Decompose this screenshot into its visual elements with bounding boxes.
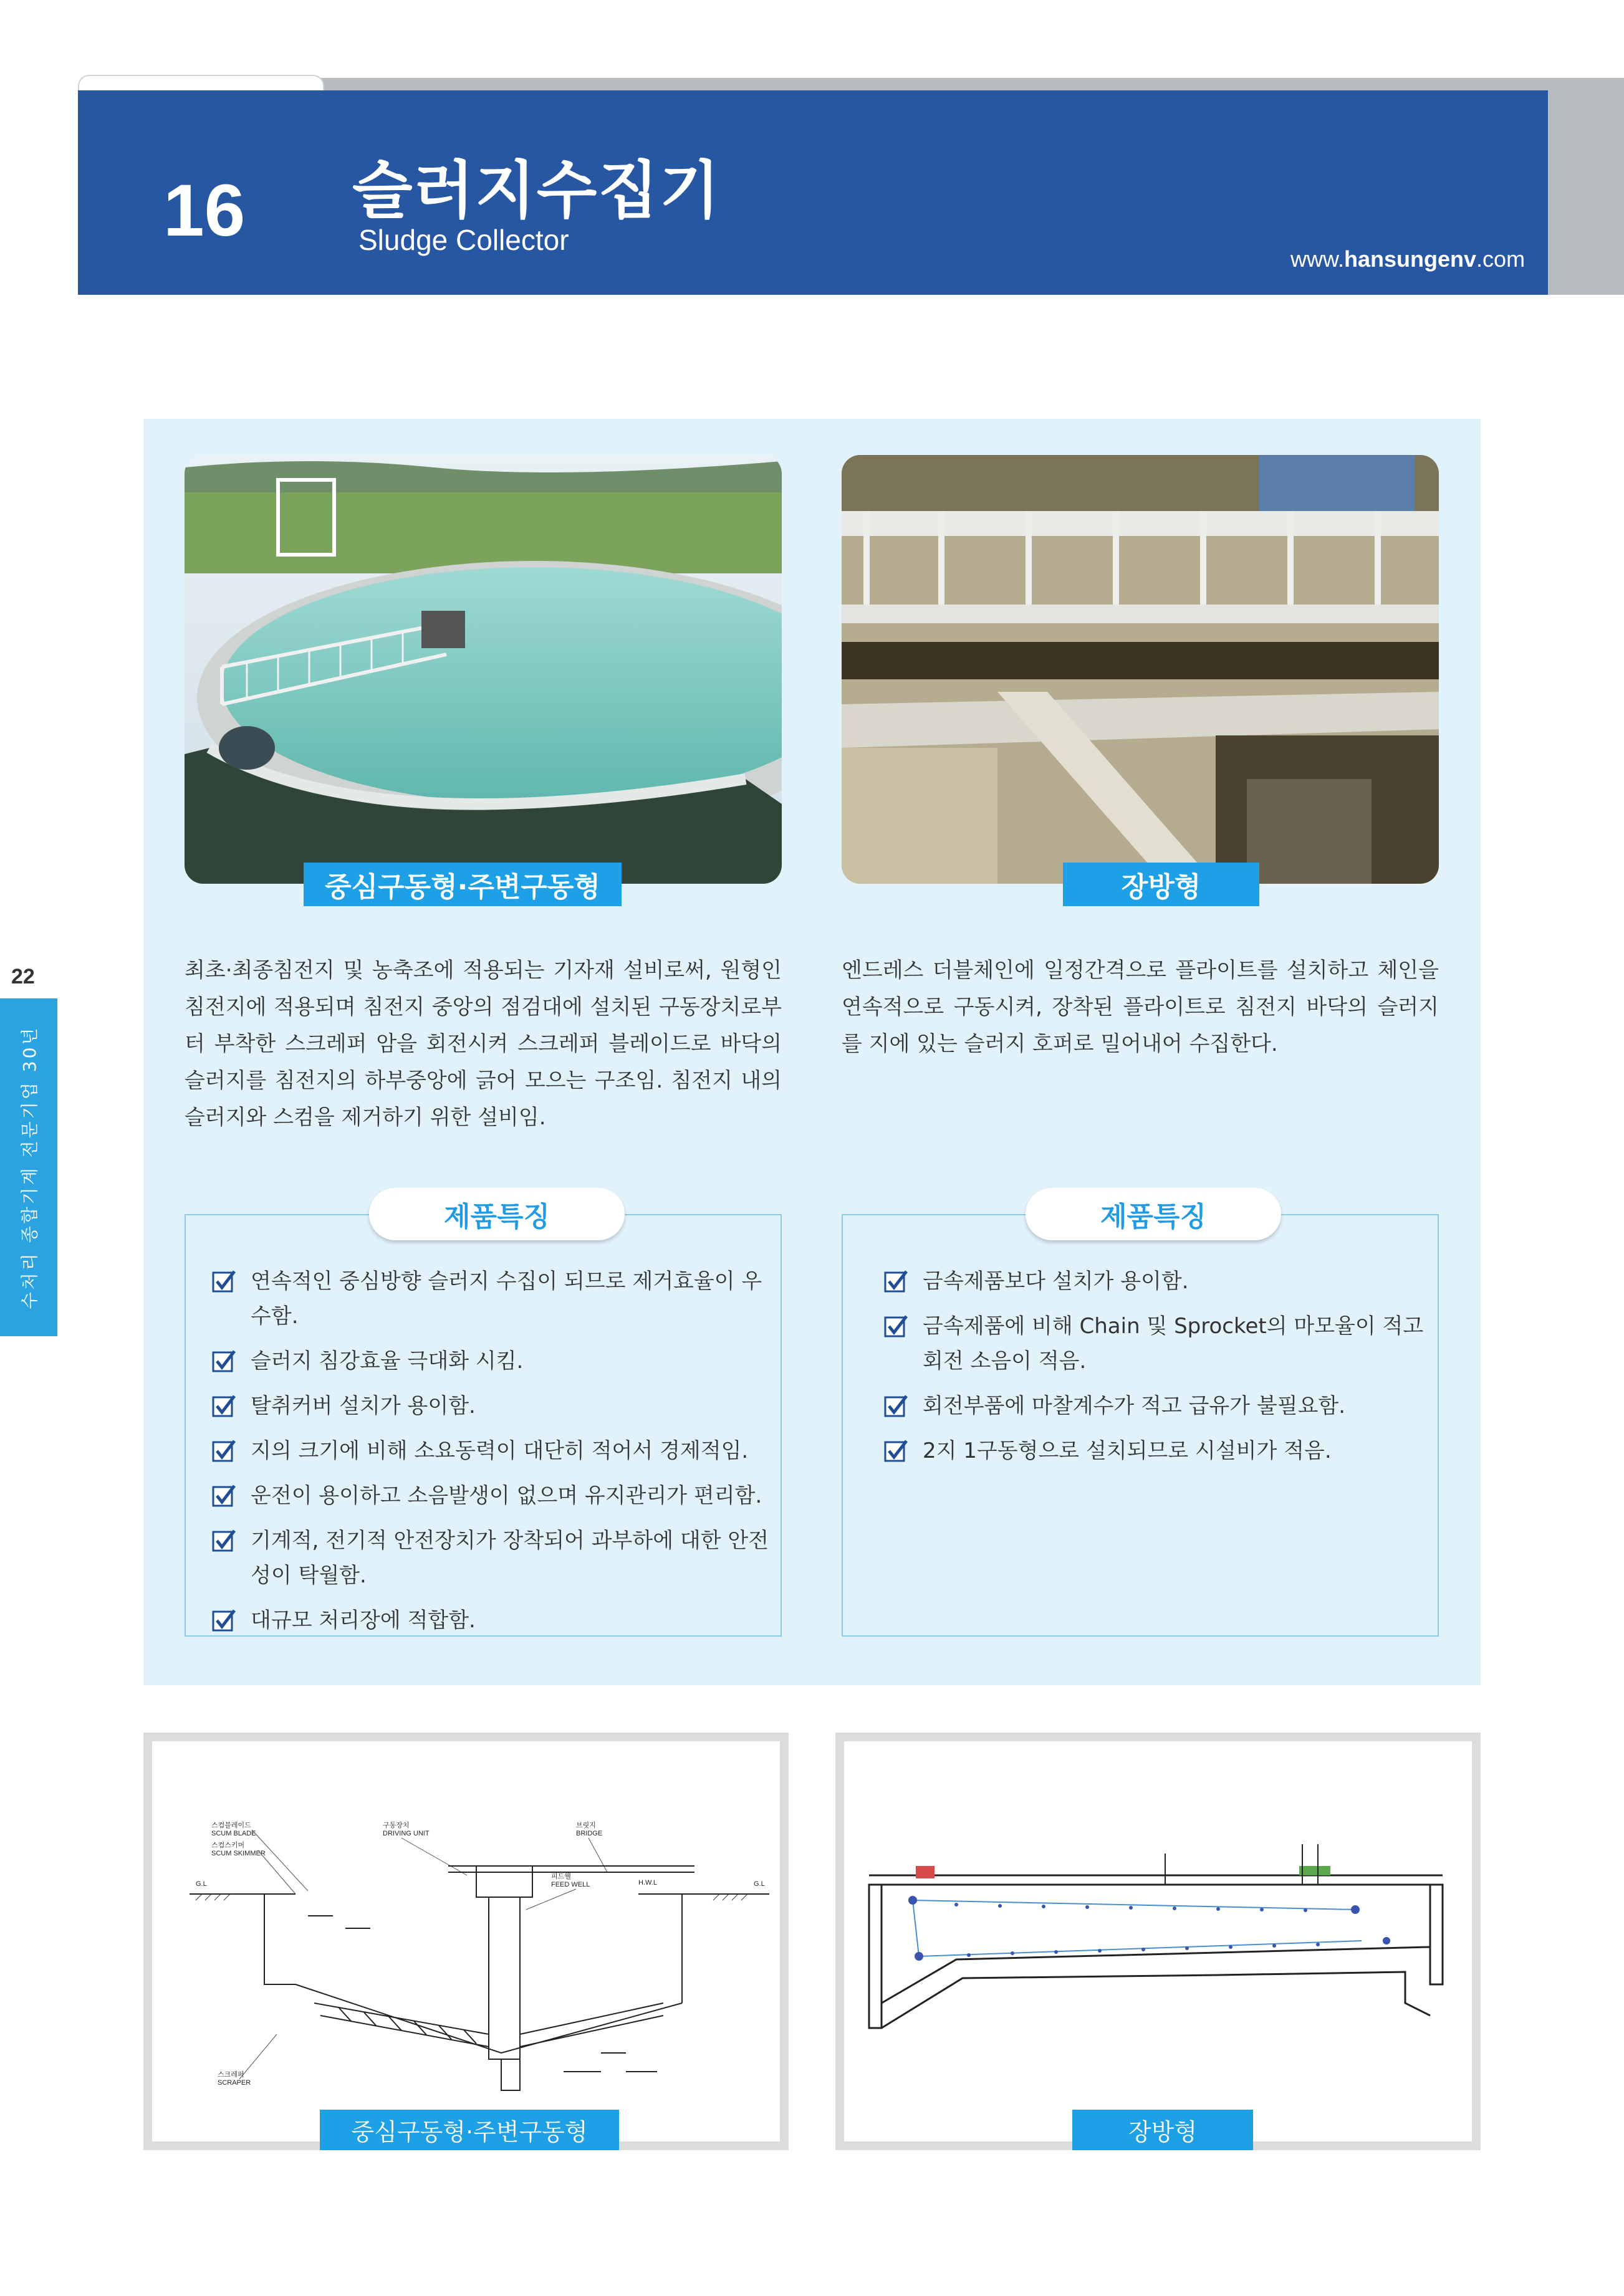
circular-collector-diagram bbox=[143, 1733, 789, 2150]
feature-text: 회전부품에 마찰계수가 적고 급유가 불필요함. bbox=[923, 1394, 1346, 1418]
checkbox-icon bbox=[884, 1394, 909, 1418]
website-link[interactable]: www.hansungenv.com bbox=[1290, 246, 1526, 272]
product-label-rectangular: 장방형 bbox=[1063, 863, 1259, 906]
checkbox-icon bbox=[212, 1269, 237, 1294]
label-hwl: H.W.L bbox=[638, 1879, 657, 1887]
diagram-label-rectangular: 장방형 bbox=[1072, 2110, 1253, 2150]
page-subtitle: Sludge Collector bbox=[358, 224, 569, 256]
feature-text: 운전이 용이하고 소음발생이 없으며 유지관리가 편리함. bbox=[251, 1483, 762, 1508]
drive-motor-icon bbox=[916, 1866, 935, 1878]
checkbox-icon bbox=[212, 1349, 237, 1374]
label-scum-blade-en: SCUM BLADE bbox=[211, 1830, 256, 1837]
features-list-rectangular bbox=[884, 1264, 1433, 1478]
list-item bbox=[212, 1523, 773, 1593]
label-scum-blade-ko: 스컴블레이드 bbox=[211, 1822, 251, 1829]
checkbox-icon bbox=[884, 1269, 909, 1294]
description-circular: 최초·최종침전지 및 농축조에 적용되는 기자재 설비로써, 원형인 침전지에 적용되며 침전지 중앙의 점검대에 설치된 구동장치로부터 부착한 스크레퍼 암을 회전시켜 스크레퍼 블레이드로 바닥의 슬러지를 침전지의 하부중앙에 긁어 모으는 구조임. 침전지 내의 슬러지와 스컴을 제거하기 위한 설비임. bbox=[185, 958, 782, 1130]
feature-text: 금속제품보다 설치가 용이함. bbox=[923, 1269, 1189, 1294]
list-item bbox=[884, 1264, 1433, 1299]
side-tab-text: 수처리 종합기계 전문기업 30년 bbox=[19, 1025, 40, 1309]
circular-clarifier-photo bbox=[185, 455, 782, 884]
checkbox-icon bbox=[884, 1438, 909, 1463]
list-item bbox=[212, 1389, 773, 1423]
feature-text: 지의 크기에 비해 소요동력이 대단히 적어서 경제적임. bbox=[251, 1438, 749, 1463]
checkbox-icon bbox=[212, 1394, 237, 1418]
list-item bbox=[212, 1344, 773, 1379]
label-scraper-ko: 스크레퍼 bbox=[218, 2071, 244, 2078]
feature-text: 슬러지 침강효율 극대화 시킴. bbox=[251, 1349, 524, 1374]
feature-text: 2지 1구동형으로 설치되므로 시설비가 적음. bbox=[923, 1438, 1332, 1463]
features-title-circular: 제품특징 bbox=[369, 1188, 625, 1240]
label-gl-right: G.L bbox=[754, 1880, 765, 1888]
checkbox-icon bbox=[212, 1608, 237, 1633]
rectangular-tank-photo bbox=[842, 455, 1439, 884]
label-scraper-en: SCRAPER bbox=[218, 2079, 251, 2087]
checkbox-icon bbox=[212, 1528, 237, 1553]
list-item bbox=[212, 1264, 773, 1334]
feature-text: 대규모 처리장에 적합함. bbox=[251, 1608, 476, 1633]
list-item bbox=[884, 1309, 1433, 1379]
checkbox-icon bbox=[212, 1438, 237, 1463]
trough-icon bbox=[1299, 1866, 1330, 1875]
label-bridge-ko: 브릿지 bbox=[576, 1822, 596, 1829]
feature-text: 금속제품에 비해 Chain 및 Sprocket의 마모율이 적고 회전 소음이 적음. bbox=[923, 1314, 1424, 1374]
label-gl-left: G.L bbox=[196, 1880, 207, 1888]
label-scum-skimmer-en: SCUM SKIMMER bbox=[211, 1850, 266, 1857]
list-item bbox=[212, 1478, 773, 1513]
list-item bbox=[212, 1433, 773, 1468]
label-feed-well-ko: 피드웰 bbox=[551, 1873, 571, 1880]
page-title: 슬러지수집기 bbox=[352, 154, 721, 227]
feature-text: 탈취커버 설치가 용이함. bbox=[251, 1394, 476, 1418]
features-list-circular bbox=[212, 1264, 773, 1648]
header-grey-edge bbox=[1548, 78, 1624, 295]
list-item bbox=[884, 1389, 1433, 1423]
label-feed-well-en: FEED WELL bbox=[551, 1881, 590, 1888]
chapter-number: 16 bbox=[163, 170, 246, 252]
rectangular-collector-diagram bbox=[835, 1733, 1481, 2150]
checkbox-icon bbox=[884, 1314, 909, 1339]
label-driving-unit-en: DRIVING UNIT bbox=[383, 1830, 430, 1837]
label-bridge-en: BRIDGE bbox=[576, 1830, 603, 1837]
feature-text: 연속적인 중심방향 슬러지 수집이 되므로 제거효율이 우수함. bbox=[251, 1269, 762, 1329]
features-title-rectangular: 제품특징 bbox=[1026, 1188, 1281, 1240]
description-rectangular: 엔드레스 더블체인에 일정간격으로 플라이트를 설치하고 체인을 연속적으로 구동시켜, 장착된 플라이트로 침전지 바닥의 슬러지를 지에 있는 슬러지 호퍼로 밀어내어 수집한다. bbox=[842, 958, 1439, 1056]
label-scum-skimmer-ko: 스컴스키머 bbox=[211, 1842, 245, 1849]
list-item bbox=[884, 1433, 1433, 1468]
product-label-circular: 중심구동형·주변구동형 bbox=[304, 863, 622, 906]
list-item bbox=[212, 1603, 773, 1638]
feature-text: 기계적, 전기적 안전장치가 장착되어 과부하에 대한 안전성이 탁월함. bbox=[251, 1528, 769, 1588]
checkbox-icon bbox=[212, 1483, 237, 1508]
side-page-number: 22 bbox=[11, 965, 35, 988]
diagram-label-circular: 중심구동형·주변구동형 bbox=[320, 2110, 619, 2150]
label-driving-unit-ko: 구동장치 bbox=[383, 1822, 410, 1829]
